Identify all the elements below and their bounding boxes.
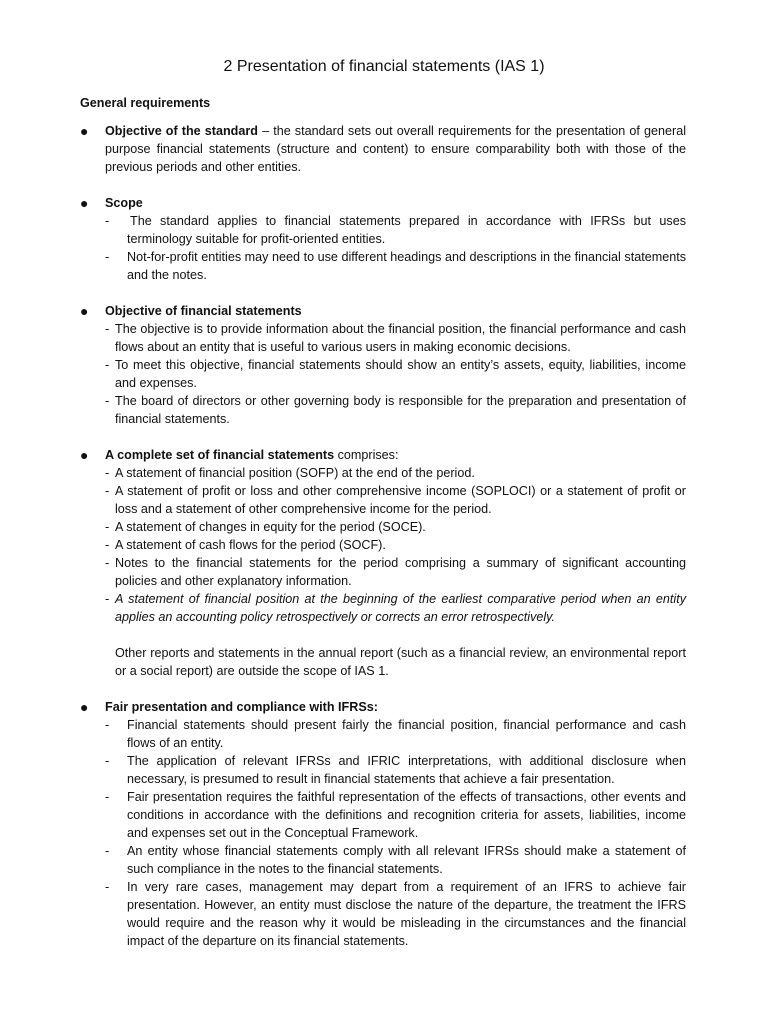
bullet-icon: ● xyxy=(80,195,89,211)
list-item xyxy=(105,536,686,554)
list-item-text: A statement of profit or loss and other comprehensive income (SOPLOCI) or a statement of profit or loss and a statement of other comprehensive income for the period. xyxy=(115,484,686,516)
list-item xyxy=(105,752,686,788)
list-item xyxy=(105,356,686,392)
list-item-text: Notes to the financial statements for the period comprising a summary of significant accounting policies and other explanatory information. xyxy=(115,556,686,588)
section-heading: Objective of the standard xyxy=(105,124,258,138)
item-list xyxy=(105,716,686,950)
dash-marker: - xyxy=(105,394,110,408)
dash-marker: - xyxy=(105,484,110,498)
bullet-text xyxy=(105,446,686,464)
list-item xyxy=(105,482,686,518)
list-item xyxy=(105,842,686,878)
section-note: Other reports and statements in the annual report (such as a financial review, an environmental report or a social report) are outside the scope of IAS 1. xyxy=(115,646,686,678)
list-item-text: Not-for-profit entities may need to use different headings and descriptions in the financial statements and the notes. xyxy=(127,250,686,282)
list-item-text: A statement of financial position (SOFP) at the end of the period. xyxy=(115,466,475,480)
item-list xyxy=(105,320,686,428)
bullet-icon: ● xyxy=(80,699,89,715)
list-item xyxy=(105,554,686,590)
list-item-text: The standard applies to financial statements prepared in accordance with IFRSs but uses terminology suitable for profit-oriented entities. xyxy=(127,214,686,246)
dash-marker: - xyxy=(105,250,110,264)
item-list xyxy=(105,464,686,626)
list-item xyxy=(105,590,686,626)
section-heading: Scope xyxy=(105,196,143,210)
list-item xyxy=(105,518,686,536)
section-complete-set xyxy=(80,446,686,680)
list-item-text: A statement of changes in equity for the period (SOCE). xyxy=(115,520,426,534)
section-subheading: General requirements xyxy=(80,96,211,110)
dash-marker: - xyxy=(105,754,110,768)
dash-marker: - xyxy=(105,844,110,858)
bullet-icon: ● xyxy=(80,447,89,463)
section-fair-presentation xyxy=(80,698,686,950)
list-item xyxy=(105,320,686,356)
dash-marker: - xyxy=(105,358,110,372)
dash-marker: - xyxy=(105,790,110,804)
dash-marker: - xyxy=(105,520,110,534)
list-item xyxy=(105,392,686,428)
section-heading: Objective of financial statements xyxy=(105,304,302,318)
dash-marker: - xyxy=(105,466,110,480)
dash-marker: - xyxy=(105,214,110,228)
list-item xyxy=(105,212,686,248)
section-heading: A complete set of financial statements xyxy=(105,448,335,462)
list-item-text: Financial statements should present fairly the financial position, financial performance and cash flows of an entity. xyxy=(127,718,686,750)
list-item xyxy=(105,716,686,752)
bullet-icon: ● xyxy=(80,123,89,139)
list-item-text: The board of directors or other governing body is responsible for the preparation and presentation of financial statements. xyxy=(115,394,686,426)
list-item xyxy=(105,788,686,842)
page-title: 2 Presentation of financial statements (IAS 1) xyxy=(223,58,545,75)
list-item-text: The application of relevant IFRSs and IFRIC interpretations, with additional disclosure when necessary, is presumed to result in financial statements that achieve a fair presentation. xyxy=(127,754,686,786)
dash-marker: - xyxy=(105,880,110,894)
item-list xyxy=(105,212,686,284)
dash-marker: - xyxy=(105,718,110,732)
section-objective-of-financial-statements xyxy=(80,302,686,428)
bullet-text xyxy=(105,122,686,176)
dash-marker: - xyxy=(105,538,110,552)
list-item xyxy=(105,248,686,284)
list-item xyxy=(105,464,686,482)
dash-marker: - xyxy=(105,322,110,336)
section-objective-of-standard xyxy=(80,122,686,176)
list-item-text: To meet this objective, financial statements should show an entity’s assets, equity, liabilities, income and expenses. xyxy=(115,358,686,390)
bullet-icon: ● xyxy=(80,303,89,319)
dash-marker: - xyxy=(105,556,110,570)
list-item-text: The objective is to provide information about the financial position, the financial performance and cash flows about an entity that is useful to various users in making economic decisions. xyxy=(115,322,686,354)
list-item-text: A statement of financial position at the beginning of the earliest comparative period when an entity applies an accounting policy retrospectively or corrects an error retrospectively. xyxy=(115,592,686,624)
list-item-text: Fair presentation requires the faithful representation of the effects of transactions, other events and conditions in accordance with the definitions and recognition criteria for assets, liabilities, income and expenses set out in the Conceptual Framework. xyxy=(127,790,686,840)
list-item-text: In very rare cases, management may depart from a requirement of an IFRS to achieve fair presentation. However, an entity must disclose the nature of the departure, the treatment the IFRS would require and the reason why it would be misleading in the circumstances and the financial impact of the departure on its financial statements. xyxy=(127,880,686,948)
list-item-text: A statement of cash flows for the period (SOCF). xyxy=(115,538,386,552)
list-item-text: An entity whose financial statements comply with all relevant IFRSs should make a statement of such compliance in the notes to the financial statements. xyxy=(127,844,686,876)
section-lead: comprises: xyxy=(334,448,399,462)
list-item xyxy=(105,878,686,950)
section-lead: – the standard sets out overall requirements for the presentation of general purpose financial statements (structure and content) to ensure comparability both with those of the previous periods and other entities. xyxy=(105,124,687,174)
dash-marker: - xyxy=(105,592,110,606)
section-scope xyxy=(80,194,686,284)
section-heading: Fair presentation and compliance with IFRSs: xyxy=(105,700,378,714)
